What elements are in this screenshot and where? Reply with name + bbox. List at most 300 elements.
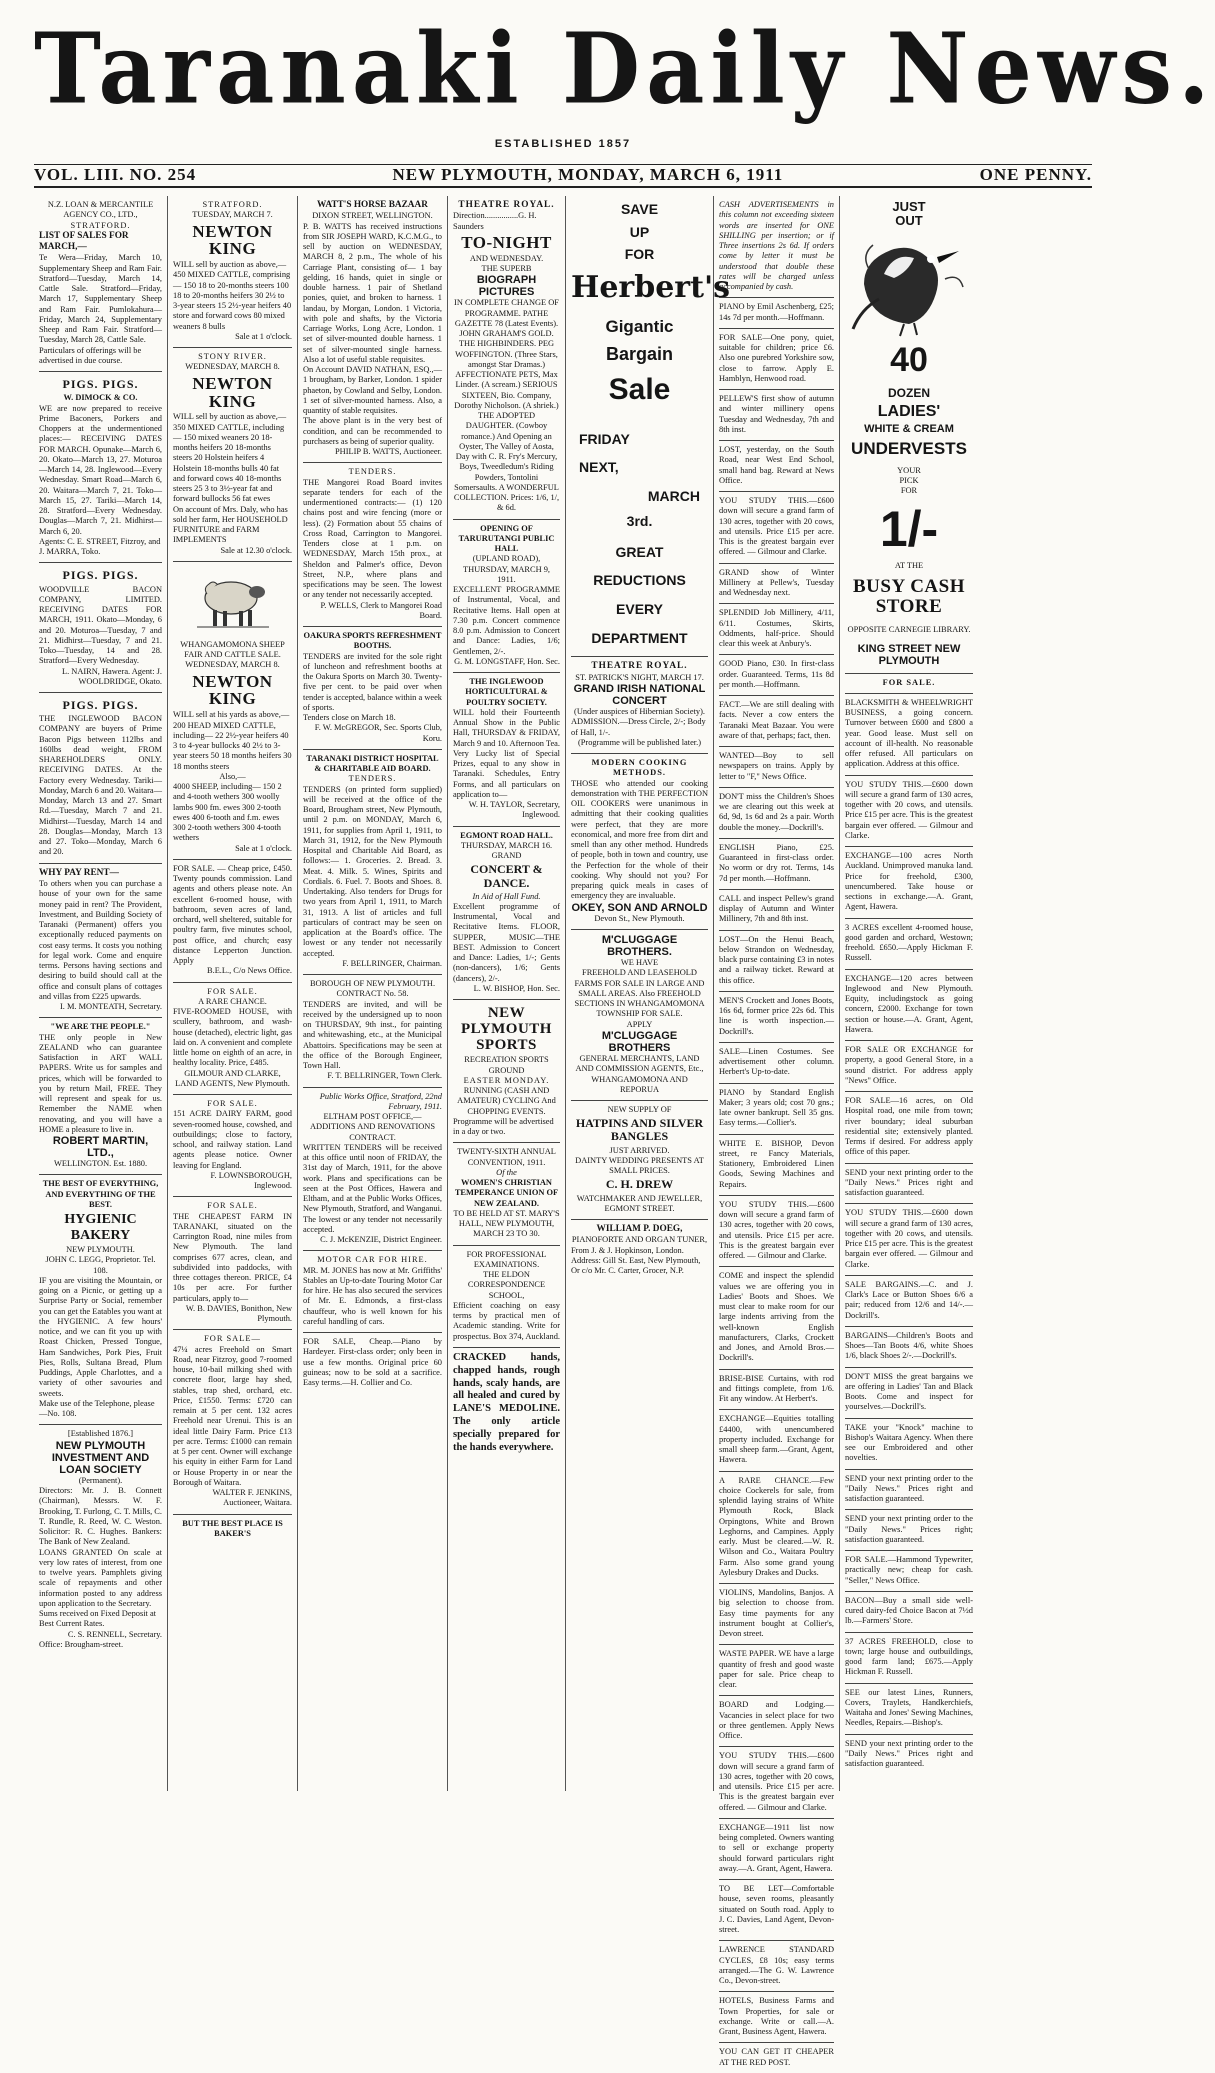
- ad-date: ST. PATRICK'S NIGHT, MARCH 17.: [575, 672, 704, 682]
- ad-note: The above plant is in the very best of condition, and can be recommended to purchasers as being of superior quality.: [303, 416, 442, 446]
- ad-body: DAINTY WEDDING PRESENTS AT SMALL PRICES.: [575, 1155, 704, 1176]
- ad-bakers: [173, 1515, 292, 1545]
- ad-body: THE CHEAPEST FARM IN TARANAKI, situated on the Carrington Road, nine miles from New Plymouth. The land comprises 677 acres, clean, and subdivided into paddocks, with three cottages thereon. PRICE, £4 10s per acre. For further particulars, apply to—: [173, 1211, 292, 1303]
- ad-fixed-deposit: Sums received on Fixed Deposit at Best Current Rates.: [39, 1609, 156, 1629]
- classified-ad: BRISE-BISE Curtains, with rod and fittings complete, from 1/6. Fit any window. At Herbert's.: [719, 1370, 834, 1411]
- ad-body: FIVE-ROOMED HOUSE, with scullery, bathroom, and wash-house (detached), electric light, gas laid on. A convenient and complete little home on eighth of an acre, in healthy locality. Price, £485.: [173, 1007, 292, 1068]
- ad-proprietor: JOHN C. LEGG, Proprietor. Tel. 108.: [45, 1255, 156, 1275]
- ad-signature: P. WELLS, Clerk to Mangorei Road Board.: [320, 600, 442, 620]
- ad-grand: GRAND: [491, 851, 522, 861]
- ad-title: "WE ARE THE PEOPLE.": [50, 1022, 151, 1032]
- classified-ad: EXCHANGE—120 acres between Inglewood and New Plymouth. Equity, includingstock as going concern, £2000. Exchange for town section or house.—A. Grant, Agent, Hawera.: [845, 970, 973, 1042]
- ad-heading: CASH ADVERTISEMENTS in this column not exceeding sixteen words are inserted for ONE SHILLING per insertion; or if Three insertions 2s 6d. If orders come by letter it must be understood that double these rates will be charged unless accompanied by cash.: [719, 200, 834, 291]
- ad-headline: TO-NIGHT: [461, 232, 552, 252]
- ad-title: ELTHAM POST OFFICE,—ADDITIONS AND RENOVATIONS CONTRACT.: [309, 1112, 435, 1142]
- ad-heading: Public Works Office, Stratford, 22nd February, 1911.: [319, 1091, 442, 1111]
- ad-signature: I. M. MONTEATH, Secretary.: [59, 1002, 162, 1012]
- ad-signature: L. NAIRN, Hawera. Agent: J. WOOLDRIDGE, Okato.: [61, 666, 162, 686]
- classified-ad: A RARE CHANCE.—Few choice Cockerels for sale, from splendid laying strains of White Plymouth Rock, Black Orpingtons, White and Brown Leghorns, and Campines. Apply early. Must be cleared.—W. R. Wilson and Co., Waitara Poultry Farm. Also some grand young Aylesbury Drakes and Ducks.: [719, 1472, 834, 1585]
- ad-body: FREEHOLD AND LEASEHOLD FARMS FOR SALE IN LARGE AND SMALL AREAS. Also FREEHOLD SECTIONS IN WHANGAMOMONA TOWNSHIP FOR SALE.: [574, 968, 705, 1019]
- third-word: 3rd.: [626, 512, 653, 529]
- ad-hatpins-drew: [571, 1101, 708, 1220]
- ad-firm: C. H. DREW: [605, 1177, 674, 1192]
- ad-new-plymouth-sports: [453, 1000, 560, 1143]
- ad-signature: F. T. BELLRINGER, Town Clerk.: [327, 1071, 442, 1081]
- classified-ad: SEND your next printing order to the "Daily News." Prices right and satisfaction guaranteed.: [845, 1470, 973, 1511]
- every-word: EVERY: [616, 600, 663, 617]
- ad-body: BUT THE BEST PLACE IS BAKER'S: [182, 1518, 283, 1538]
- ad-body: P. B. WATTS has received instructions from SIR JOSEPH WARD, K.C.M.G., to sell by auction on WEDNESDAY, MARCH 8, 2 p.m., The whole of his Carriage Plant, consisting of— 1 bay gelding, 16 hands, quiet in single or double harness. 1 pair of Shetland ponies, quiet, and broken to harness. 1 landau, by Morgan, London. 1 Victoria, with pole and shafts, by the Victoria Carriage Works, Long Acre, London. 1 set of silver-mounted double harness. 1 set of silver-mounted single harness. Also a lot of useful stable requisites.: [303, 221, 442, 364]
- ad-title: TARANAKI DISTRICT HOSPITAL & CHARITABLE AID BOARD.: [306, 753, 439, 774]
- newspaper-page: [34, 11, 1215, 2067]
- volume-number: VOL. LIII. NO. 254: [34, 165, 197, 185]
- ad-cheapest-farm: [173, 1197, 292, 1330]
- classified-ad: SEND your next printing order to the "Daily News." Prices right and satisfaction guaranteed.: [845, 1164, 973, 1205]
- ad-doeg-tuner: [571, 1220, 708, 1281]
- ad-borough-contract: [303, 975, 442, 1088]
- ad-auspices: (Under auspices of Hibernian Society).: [574, 707, 705, 717]
- ad-title: WILLIAM P. DOEG,: [596, 1224, 683, 1235]
- column-4: [448, 196, 566, 1791]
- ad-body: ADMISSION.—Dress Circle, 2/-; Body of Hall, 1/-.: [571, 717, 706, 737]
- ad-place: WELLINGTON. Est. 1880.: [53, 1159, 148, 1169]
- ad-pigs-dimock: [39, 372, 162, 563]
- ad-signature: B.E.L., C/o News Office.: [207, 966, 292, 976]
- ad-body: THE only people in New ZEALAND who can guarantee Satisfaction in ART WALL PAPERS. Write us for samples and prices, which will be forwarded to you by return Mail, FREE. They will represent and speak for us. Remember the NAME when renovating, and you will have a HOME a pleasure to live in.: [39, 1032, 162, 1134]
- ad-firm: GILMOUR AND CLARKE, LAND AGENTS, New Plymouth.: [175, 1068, 290, 1088]
- classified-ad: SALE BARGAINS.—C. and J. Clark's Lace or Button Shoes 6/6 a pair; reduced from 12/6 and 14/-.—Dockrill's.: [845, 1276, 973, 1327]
- classified-ad: GOOD Piano, £30. In first-class order. Guaranteed. Terms, 11s 8d per month.—Hoffmann.: [719, 655, 834, 696]
- ad-signature: G. M. LONGSTAFF, Hon. Sec.: [454, 656, 560, 666]
- ad-signature: F. W. McGREGOR, Sec. Sports Club, Koru.: [314, 723, 442, 743]
- for-sale-section: [845, 674, 973, 694]
- ad-hospital-board: [303, 750, 442, 975]
- classified-ad: BLACKSMITH & WHEELWRIGHT BUSINESS, a going concern. Turnover between £600 and £800 a year. Good lease. Must sell on account of ill-health. No reasonable offer refused. All particulars on application. Address at this office.: [845, 694, 973, 776]
- classified-ad: DON'T miss the Children's Shoes we are clearing out this week at 6d, 9d, 1s 6d and 2s a pair. Worth double the money.—Dockrill's.: [719, 788, 834, 839]
- ad-oakura-sports: [303, 627, 442, 750]
- ad-signature: W. B. DAVIES, Bonithon, New Plymouth.: [185, 1303, 292, 1324]
- ad-lead: THE BEST OF EVERYTHING, AND EVERYTHING OF THE BEST.: [42, 1179, 159, 1209]
- ad-headline: GRAND IRISH NATIONAL CONCERT: [573, 682, 706, 707]
- department-word: DEPARTMENT: [591, 629, 688, 646]
- store-name: BUSY CASH STORE: [852, 576, 965, 618]
- ad-subtitle: TENDERS.: [348, 774, 397, 784]
- ad-title: THEATRE ROYAL.: [458, 200, 555, 210]
- ad-title: FOR SALE—: [204, 1334, 261, 1344]
- ad-signature: PHILIP B. WATTS, Auctioneer.: [334, 447, 442, 457]
- ad-cracked-hands: [453, 1348, 560, 1459]
- ad-days: AND WEDNESDAY.: [469, 253, 544, 263]
- ad-subtitle: (Permanent).: [78, 1475, 123, 1485]
- classified-ad: BARGAINS—Children's Boots and Shoes—Tan Boots 4/6, white Shoes 1/6, black Shoes 2/-.—Dockrill's.: [845, 1327, 973, 1368]
- classified-ad: 3 ACRES excellent 4-roomed house, good garden and orchard, Westown; freehold. £650.—Apply Hickman F. Russell.: [845, 919, 973, 970]
- section-title: FOR SALE.: [882, 677, 936, 687]
- bargain-word: Bargain: [605, 344, 674, 365]
- ad-title: FOR SALE.: [207, 1201, 258, 1211]
- ad-subtitle: A RARE CHANCE.: [198, 996, 267, 1006]
- ad-mcluggage-brothers: [571, 930, 708, 1101]
- bird-illustration: [845, 229, 973, 339]
- ad-place: NEW PLYMOUTH.: [66, 1245, 135, 1255]
- column-5: [566, 196, 731, 1791]
- ad-body: MR. M. JONES has now at Mr. Griffiths' Stables an Up-to-date Touring Motor Car for hire. He has also secured the services of Mr. E. Edmonds, a first-class chauffeur, who is well known for his careful handling of cars.: [303, 1265, 442, 1326]
- save-word: SAVE: [620, 201, 659, 217]
- ad-biograph: BIOGRAPH PICTURES: [476, 274, 537, 299]
- ad-title: HYGIENIC BAKERY: [64, 1212, 137, 1243]
- ad-body: TENDERS are invited, and will be received by the undersigned up to noon on THURSDAY, 9th inst., for painting and whitewashing, etc., at the Municipal Abattoirs. Specifications may be seen at the office of the Borough Engineer, Town Hall.: [303, 999, 442, 1071]
- ad-signature: W. H. TAYLOR, Secretary, Inglewood.: [468, 800, 560, 820]
- classified-ad: TO BE LET—Comfortable house, seven rooms, pleasantly situated on South road. Apply to J. C. Davies, Land Agent, Devon-street.: [719, 1880, 834, 1941]
- cash-ads-notice: [719, 196, 834, 298]
- ad-title: MODERN COOKING METHODS.: [591, 758, 688, 778]
- ad-body: TO BE HELD AT ST. MARY'S HALL, NEW PLYMOUTH, MARCH 23 TO 30.: [453, 1208, 560, 1239]
- ad-body: TENDERS are invited for the sole right of luncheon and refreshment booths at the Oakura Sports on March 30. Twenty-five per cent. to be paid over when tender is accepted, balance within a week of sports.: [303, 651, 442, 712]
- ad-newton-king-stony-river: [173, 348, 292, 562]
- ad-theatre-royal: [453, 196, 560, 520]
- ad-body: To others when you can purchase a house of your own for the same money paid in rent? The Provident, Investment, and Building Society of Taranaki (Permanent) offers you exceptionally reduced payments on cost easy terms. It costs you nothing for legal work. Come and enquire terms. Persons having sections and desiring to build should call at the office and consult plans of cottages and villas from £225 upwards.: [39, 879, 162, 1001]
- ad-date: TUESDAY, MARCH 7.: [192, 210, 273, 220]
- classified-ad: EXCHANGE—Equities totalling £4400, with unencumbered property included. Exchange for small sheep farm.—Grant, Agent, Hawera.: [719, 1410, 834, 1471]
- ad-signature: L. W. BISHOP, Hon. Sec.: [473, 983, 560, 993]
- classified-ad: SEE our latest Lines, Runners, Covers, Traylets, Handkerchiefs, Waitaha and Jones' Sewing Machines, Needles, Repairs.—Bishop's.: [845, 1684, 973, 1735]
- ad-hygienic-bakery: [39, 1175, 162, 1425]
- ad-investment-loan: [39, 1425, 162, 1655]
- store-address: KING STREET NEW PLYMOUTH: [857, 643, 961, 668]
- for-word: FOR: [624, 246, 655, 263]
- ad-body: Te Wera—Friday, March 10, Supplementary Sheep and Ram Fair. Stratford—Tuesday, March 14, Cattle Sale. Stratford—Friday, March 17, Supplementary Sheep and Ram Fair. Pumlokahura—Friday, March 24, Supplementary Sheep and Ram Fair. Stratford—Tuesday, March 28, Cattle Sale.: [39, 253, 162, 345]
- at-the: AT THE: [894, 561, 924, 570]
- ad-motor-car: [303, 1251, 442, 1333]
- ad-note: Programme will be advertised in a day or two.: [453, 1116, 554, 1137]
- ad-tarurutangi-hall: [453, 520, 560, 674]
- ad-body: Efficient coaching on easy terms by practical men of Academic standing. Write for prospectus. Box 374, Auckland.: [453, 1300, 561, 1341]
- classified-ad: FOR SALE—16 acres, on Old Hospital road, one mile from town; river boundary; ideal suburban residential site; extensively planted. Terms if desired. For address apply office of this paper.: [845, 1092, 973, 1164]
- classified-ad: SEND your next printing order to the "Daily News." Prices right and satisfaction guaranteed.: [845, 1738, 973, 1769]
- ad-title: M'CLUGGAGE BROTHERS.: [601, 933, 678, 958]
- ad-body: THOSE who attended our cooking demonstration with THE PERFECTION OIL COOKERS were unanimous in admitting that their cooking qualities were perfect, that they are more economical, and more free from dirt and smell than any other method. Hundreds of people, both in town and country, use the Perfection for the whole of their cooking. Why should not you? For preparing quick meals in cases of emergency they are invaluable.: [571, 778, 708, 901]
- classified-ad: FOR SALE—One pony, quiet, suitable for children; price £6. Also one purebred Yorkshire sow, close to farrow. Apply E. Hamblyn, Henwood road.: [719, 329, 834, 390]
- forty-number: 40: [890, 341, 928, 380]
- classified-ad: FOR SALE OR EXCHANGE for property, a good General Store, in a sound district. For address apply "News" Office.: [845, 1041, 973, 1092]
- ad-lead: NEW SUPPLY OF: [607, 1105, 672, 1115]
- ad-time: Sale at 12.30 o'clock.: [220, 545, 292, 555]
- classified-ad: EXCHANGE—100 acres North Auckland. Unimproved manuka land. Price for freehold, £300, unencumbered. Take house or sections in exchange.—A. Grant, Agent, Hawera.: [845, 847, 973, 919]
- ad-why-pay-rent: [39, 864, 162, 1019]
- classified-ad: SEND your next printing order to the "Daily News." Prices right; satisfaction guaranteed.: [845, 1510, 973, 1551]
- ad-time: Sale at 1 o'clock.: [235, 331, 292, 341]
- ad-subtitle: PIANOFORTE AND ORGAN TUNER,: [571, 1235, 708, 1245]
- ad-body: Excellent programme of Instrumental, Vocal and Recitative Items. FLOOR, SUPPER, MUSIC—THE BEST. Admission to Concert and Dance: Ladies, 1/-; Gents (non-dancers), 1/6; Gents (dancers), 2/-.: [453, 901, 560, 983]
- ad-note: Make use of the Telephone, please—No. 108.: [39, 1398, 155, 1419]
- ad-firm: NEWTON KING: [192, 221, 273, 259]
- classified-ad: PELLEW'S first show of autumn and winter millinery opens Tuesday and Wednesday, 7th and 8th inst.: [719, 390, 834, 441]
- ad-firm: OKEY, SON AND ARNOLD: [571, 901, 708, 914]
- ad-body-nathan: On Account DAVID NATHAN, ESQ.,— 1 brougham, by Barker, London. 1 spider phaeton, by Cowland and Selby, London. 1 set of silver-mounted harness. Also, a quantity of stable requisites.: [303, 365, 442, 416]
- ad-place: WHANGAMOMONA SHEEP FAIR AND CATTLE SALE.: [180, 639, 285, 660]
- ad-dairy-farm: [173, 1095, 292, 1197]
- ad-body-sheep: 4000 SHEEP, including— 150 2 and 4-tooth wethers 300 woolly lambs 900 fm. ewes 300 2-tooth ewes 400 6-tooth and f.m. ewes 300 2-tooth wethers 300 4-tooth wethers: [173, 782, 282, 843]
- classified-ad: WASTE PAPER. WE have a large quantity of fresh and good waste paper for sale. Price cheap to clear.: [719, 1645, 834, 1696]
- ad-title: MOTOR CAR FOR HIRE.: [317, 1255, 428, 1265]
- ad-subtitle: (UPLAND ROAD),: [472, 554, 541, 564]
- ad-wctu-convention: [453, 1143, 560, 1245]
- ad-title: WHY PAY RENT—: [39, 867, 119, 878]
- classified-ad: EXCHANGE—1911 list now being completed. Owners wanting to sell or exchange property should forward particulars right away.—A. Grant, Agent, Hawera.: [719, 1819, 834, 1880]
- ad-date: WEDNESDAY, MARCH 8.: [185, 660, 280, 670]
- ad-pigs-woodville: [39, 563, 162, 693]
- classified-ad: FOR SALE.—Hammond Typewriter, practically new; cheap for cash. "Seller," News Office.: [845, 1551, 973, 1592]
- ad-body: WOODVILLE BACON COMPANY, LIMITED. RECEIVING DATES FOR MARCH, 1911. Okato—Monday, 6 and 20. Moturoa—Tuesday, 7 and 21. Midhirst—Tuesday, 7 and 21. Toko—Tuesday, 14 and 28. Stratford—Every Wednesday.: [39, 584, 162, 666]
- ad-body: THE Mangorei Road Board invites separate tenders for each of the undermentioned contracts:— (1) 120 chains post and wire fencing (more or less). (2) Formation about 55 chains of Cross Road, Carrington to Mangorei. Tenders close at 1 p.m. on WEDNESDAY, March 15th prox., at Sheldon and Palmer's office, Devon Street, N.P., where plans and specifications may be seen. The lowest or any tender not necessarily accepted.: [303, 477, 442, 600]
- classified-ad: YOU STUDY THIS.—£600 down will secure a grand farm of 130 acres, together with 20 cows, and utensils. Price £15 per acre. This is the greatest bargain ever offered. — Gilmour and Clarke.: [845, 776, 973, 848]
- your-word: YOUR: [897, 465, 921, 475]
- ad-freehold-smart-road: [173, 1330, 292, 1514]
- ad-union: WOMEN'S CHRISTIAN TEMPERANCE UNION OF NEW ZEALAND.: [454, 1178, 559, 1208]
- ad-title: TENDERS.: [348, 467, 397, 477]
- out-word: OUT: [895, 212, 923, 228]
- ad-date: WEDNESDAY, MARCH 8.: [185, 362, 280, 372]
- ad-horticultural-society: [453, 673, 560, 827]
- classified-ad: BACON—Buy a small side well-cured dairy-fed Choice Bacon at 7½d lb.—Farmers' Store.: [845, 1592, 973, 1633]
- classified-ad: YOU STUDY THIS.—£600 down will secure a grand farm of 130 acres, together with 20 cows, and utensils. Price £15 per acre. This is the greatest bargain ever offered. — Gilmour and Clarke.: [719, 1196, 834, 1268]
- masthead: [34, 11, 1215, 166]
- ad-rare-chance: [173, 983, 292, 1096]
- classified-ad: YOU STUDY THIS.—£600 down will secure a grand farm of 130 acres, together with 20 cows, and utensils. Price £15 per acre. This is the greatest bargain ever offered. — Gilmour and Clarke.: [719, 492, 834, 564]
- ad-eltham-post-office: [303, 1088, 442, 1252]
- ad-title: PIGS. PIGS.: [62, 377, 139, 392]
- one-shilling-price: 1/-: [879, 500, 939, 557]
- march-word: MARCH: [647, 488, 700, 505]
- place-and-date: NEW PLYMOUTH, MONDAY, MARCH 6, 1911: [392, 165, 784, 185]
- ad-subtitle: CONTRACT No. 58.: [336, 989, 409, 999]
- ad-apply: APPLY: [626, 1019, 653, 1029]
- ad-body: From J. & J. Hopkinson, London. Address: Gill St. East, New Plymouth, Or c/o Mr. C. Carter, Grocer, N.P.: [571, 1245, 701, 1276]
- classified-ad: YOU STUDY THIS.—£600 down will secure a grand farm of 130 acres, together with 20 cows, and utensils. Price £15 per acre. This is the greatest bargain ever offered. — Gilmour and Clarke.: [719, 1747, 834, 1819]
- ad-body: FOR SALE, Cheap.—Piano by Hardeyer. First-class order; only been in use a few months. Original price 60 guineas; now to be sold at a sacrifice. Easy terms.—H. Collier and Co.: [303, 1337, 442, 1388]
- sale-word: Sale: [608, 373, 671, 407]
- gigantic-word: Gigantic: [605, 316, 674, 336]
- classified-ad: COME and inspect the splendid values we are offering you in Ladies' Boots and Shoes. We must clear to make room for our large indents arriving from the well-known English manufacturers, Clarks, Crockett and Jones, and Arnold Bros.—Dockrill's.: [719, 1267, 834, 1369]
- ad-signature: C. S. RENNELL, Secretary.: [67, 1629, 162, 1639]
- column-1: [34, 196, 168, 1791]
- ad-firm: W. DIMOCK & CO.: [63, 393, 138, 403]
- for-sale-list: [845, 694, 973, 1775]
- ad-body: THE INGLEWOOD BACON COMPANY are buyers of Prime Bacon Pigs between 112lbs and 160lbs dead weight, FROM SHAREHOLDERS ONLY. RECEIVING DATES. At the Factory every Wednesday. Tariki—Monday, March 6 and 20. Waitara—Monday, March 13 and 27. Smart Rd.—Tuesday, March 7 and 21. Midhirst—Tuesday, March 14 and 28. Douglas—Monday, March 13 and 27. Toko—Monday, March 6 and 20.: [39, 714, 162, 857]
- ad-body: FOR SALE. — Cheap price, £450. Twenty pounds commission. Land agents and others please note. An excellent 6-roomed house, with bathroom, seven acres of land, orchard, well sheltered, suitable for poultry farm, five minutes school, post office, and church; easy distance Lepperton Junction. Apply: [173, 863, 292, 966]
- column-6: [714, 196, 840, 2067]
- classified-ad: MEN'S Crockett and Jones Boots, 16s 6d, former price 22s 6d. This line is worth inspection.—Dockrill's.: [719, 992, 834, 1043]
- ad-body: 47¼ acres Freehold on Smart Road, near Fitzroy, good 7-roomed house, 10-bail milking shed with concrete floor, large hay shed, stables, trap shed, orchard, etc. Price, £1550. Terms: £720 can remain at 5 per cent. 132 acres Freehold near Urenui. This is an ideal little Dairy Farm. Price £13 per acre. Terms: £1000 can remain at 5 per cent. Owner will exchange his equity in either Farm for Land or House Property in or near the Borough of Waitara.: [173, 1344, 292, 1487]
- classified-ad: CALL and inspect Pellew's grand display of Autumn and Winter Millinery, 7th and 8th inst.: [719, 890, 834, 931]
- ad-robert-martin: [39, 1018, 162, 1175]
- ad-title: PIGS. PIGS.: [62, 568, 139, 583]
- column-7: [840, 196, 978, 1791]
- ad-subtitle: THE ELDON CORRESPONDENCE SCHOOL,: [467, 1270, 546, 1300]
- ad-place: STRATFORD.: [70, 220, 131, 230]
- ad-body: WRITTEN TENDERS will be received at this office until noon of FRIDAY, the 31st day of March, 1911, for the above work. Plans and specifications can be seen at the Post Offices, Hawera and Eltham, and at the Public Works Offices, New Plymouth, Stratford, and Wanganui. The lowest or any tender not necessarily accepted.: [303, 1142, 442, 1234]
- classified-ad: LOST, yesterday, on the South Road, near West End School, small hand bag. Reward at News Office.: [719, 441, 834, 492]
- ad-note: Particulars of offerings will be advertised in due course.: [39, 345, 142, 365]
- ad-close-date: Tenders close on March 18.: [303, 713, 396, 723]
- ad-body: RUNNING (CASH AND AMATEUR) CYCLING And CHOPPING EVENTS.: [457, 1086, 556, 1116]
- classified-ad: 37 ACRES FREEHOLD, close to town; large house and outbuildings, good farm land; £675.—Apply Hickman F. Russell.: [845, 1633, 973, 1684]
- ad-title: TWENTY-SIXTH ANNUAL CONVENTION, 1911.: [457, 1147, 556, 1167]
- ad-piano-hardeyer: [303, 1333, 442, 1393]
- ad-direction: Direction................G. H. Saunders: [453, 211, 537, 231]
- ad-title: OPENING OF TARURUTANGI PUBLIC HALL: [458, 523, 555, 554]
- ad-agents: Agents: C. E. STREET, Fitzroy, and J. MARRA, Toko.: [39, 536, 161, 557]
- ad-mangorei-tenders: [303, 463, 442, 627]
- ad-headline: CONCERT & DANCE.: [470, 862, 543, 890]
- columns: [34, 196, 1092, 2067]
- ad-signature: WALTER F. JENKINS, Auctioneer, Waitara.: [212, 1488, 292, 1508]
- ad-superb: THE SUPERB: [481, 263, 532, 273]
- classified-ad: YOU CAN GET IT CHEAPER AT THE RED POST.: [719, 2047, 834, 2067]
- ad-firm-subtitle: GENERAL MERCHANTS, LAND AND COMMISSION AGENTS, Etc., WHANGAMOMONA AND REPORUA: [575, 1054, 704, 1094]
- ad-title: THE INGLEWOOD HORTICULTURAL & POULTRY SOCIETY.: [465, 677, 548, 707]
- classified-ad: WHITE E. BISHOP, Devon street, re Fancy Materials, Stationery, Embroidered Linen Goods, Sewing Machines and Repairs.: [719, 1135, 834, 1196]
- ad-place: STRATFORD.: [202, 200, 263, 209]
- classified-ad: VIOLINS, Mandolins, Banjos. A big selection to choose from. Easy time payments for any instrument bought at Collier's, Devon street.: [719, 1584, 834, 1645]
- classified-ad: GRAND show of Winter Millinery at Pellew's, Tuesday and Wednesday next.: [719, 564, 834, 605]
- ad-title: NEW PLYMOUTH SPORTS: [461, 1005, 552, 1053]
- ad-title: OAKURA SPORTS REFRESHMENT BOOTHS.: [303, 631, 442, 651]
- dozen-word: DOZEN: [888, 385, 930, 400]
- price: ONE PENNY.: [979, 165, 1092, 185]
- classified-ad: SPLENDID Job Millinery, 4/11, 6/11. Costumes, Skirts, Oddments, half-price. Should clear this week at Anbury's.: [719, 604, 834, 655]
- ad-firm: NEWTON KING: [192, 373, 273, 411]
- for-word: FOR: [900, 486, 918, 496]
- ad-body: TENDERS (on printed form supplied) will be received at the office of the Board, Brougham street, New Plymouth, until 2 p.m. on MONDAY, March 6, 1911, for supplies from April 1, 1911, to March 31, 1912, for the New Plymouth Hospital and Charitable Aid Board, as follows:— 1. Groceries. 2. Bread. 3. Meat. 4. Milk. 5. Wines, Spirits and Cordials. 6. Fuel. 7. Boots and Shoes. 8. Undertaking. Also tenders for Drugs for two years from April 1, 1911, to March 31, 1913. A list of articles and full particulars of contract may be seen on application at the Board's office. The lowest or any tender not necessarily accepted.: [303, 784, 442, 958]
- classified-ad: LAWRENCE STANDARD CYCLES, £8 10s; easy terms arranged.—The G. W. Lawrence Co., Devon-street.: [719, 1941, 834, 1992]
- classified-ad: DON'T MISS the great bargains we are offering in Ladies' Tan and Black Boots. Come and inspect for yourselves.—Dockrill's.: [845, 1368, 973, 1419]
- ad-date: EASTER MONDAY.: [463, 1075, 550, 1085]
- ad-body: WILL hold their Fourteenth Annual Show in the Public Hall, THURSDAY & FRIDAY, March 9 and 10. Afternoon Tea. Very Lucky list of Special Prizes, equal to any show in Taranaki. Schedules, Entry Forms, and all particulars on application to—: [453, 707, 560, 799]
- ad-aid: In Aid of Hall Fund.: [472, 891, 541, 901]
- pick-word: PICK: [899, 476, 919, 485]
- ad-body: WILL sell at his yards as above,— 200 HEAD MIXED CATTLE, including— 22 2½-year heifers 40 3 to 4-year bullocks 40 2½ to 3-year steers 50 18 months heifers 30 18 months steers: [173, 710, 292, 771]
- column-3: [298, 196, 448, 1791]
- ad-watts-horse-bazaar: [303, 196, 442, 463]
- classified-ad: SALE—Linen Costumes. See advertisement other column. Herbert's Up-to-date.: [719, 1043, 834, 1084]
- ad-body: Directors: Mr. J. B. Connett (Chairman), Messrs. W. F. Brooking, T. Furlong, C. T. Mills, C. T. Rundle, R. Reed, W. C. Weston. Solicitor: R. C. Hughes. Bankers: The Bank of New Zealand.: [39, 1486, 162, 1547]
- ad-of: Of the: [496, 1167, 517, 1177]
- ad-office: Office: Brougham-street.: [39, 1639, 124, 1649]
- next-word: NEXT,: [579, 459, 619, 476]
- cash-ads-list: [719, 298, 834, 2073]
- ad-newton-king-stratford: [173, 196, 292, 348]
- store-location: OPPOSITE CARNEGIE LIBRARY.: [847, 625, 971, 635]
- ad-title: BOROUGH OF NEW PLYMOUTH.: [309, 979, 436, 989]
- ad-address: DIXON STREET, WELLINGTON.: [312, 211, 433, 221]
- ad-place: STONY RIVER.: [198, 352, 267, 362]
- ad-newton-king-whangamomona: [173, 636, 292, 860]
- ad-st-patricks-concert: [571, 657, 708, 754]
- ad-body: CRACKED hands, chapped hands, rough hands, scaly hands, are all healed and cured by LANE'S MEDOLINE. The only article specially prepared for the hands everywhere.: [453, 1351, 560, 1453]
- ad-title: FOR SALE.: [207, 1099, 258, 1109]
- ad-eldon-school: [453, 1246, 560, 1348]
- ad-subtitle: RECREATION SPORTS GROUND: [464, 1055, 549, 1075]
- ad-date: THURSDAY, MARCH 16.: [460, 840, 553, 850]
- dateline-bar: [34, 164, 1092, 188]
- ad-for-sale-cheap: [173, 860, 292, 983]
- ad-time: Sale at 1 o'clock.: [235, 843, 292, 853]
- just-word: JUST: [892, 199, 926, 214]
- classified-ad: BOARD and Lodging.—Vacancies in select place for two or three gentlemen. Apply News Office.: [719, 1696, 834, 1747]
- ad-firm: NEWTON KING: [192, 671, 273, 709]
- ad-herberts-sale: [571, 196, 731, 657]
- ad-title: LIST OF SALES FOR MARCH,—: [39, 230, 129, 253]
- reductions-word: REDUCTIONS: [593, 572, 686, 589]
- classified-ad: HOTELS, Business Farms and Town Properties, for sale or exchange. Write or call.—A. Grant, Business Agent, Hawera.: [719, 1992, 834, 2043]
- ad-established: [Established 1876.]: [67, 1429, 134, 1439]
- undervests-word: UNDERVESTS: [851, 438, 967, 458]
- ad-note: (Programme will be published later.): [577, 737, 702, 747]
- ad-title: WATT'S HORSE BAZAAR: [317, 200, 428, 210]
- great-word: GREAT: [615, 543, 664, 560]
- ad-signature: F. LOWNSBOROUGH, Inglewood.: [210, 1170, 292, 1191]
- classified-ad: ENGLISH Piano, £25. Guaranteed in first-class order. No worm or dry rot. Terms, 14s 7d per month.—Hoffmann.: [719, 839, 834, 890]
- ad-body: IF you are visiting the Mountain, or going on a Picnic, or getting up a Surprise Party or Social, remember you can get the Eatables you want at the HYGIENIC. A few hours' notice, and we can fit you up with Roast Chicken, Pressed Tongue, Ham Sandwiches, Pork Pies, Fruit Pies, Rolls, Sultana Bread, Plum Puddings, Apple Charlottes, and a variety of other savouries and sweets.: [39, 1275, 162, 1398]
- ad-pigs-inglewood: [39, 693, 162, 864]
- column-2: [168, 196, 298, 1791]
- classified-ad: PIANO by Standard English Maker; 3 years old; cost 70 gns.; late owner bankrupt. Sell 35 gns. Easy terms.—Collier's.: [719, 1084, 834, 1135]
- friday-word: FRIDAY: [579, 430, 630, 447]
- ad-signature: F. BELLRINGER, Chairman.: [342, 958, 442, 968]
- ad-egmont-road-hall: [453, 827, 560, 1001]
- ad-title: PIGS. PIGS.: [62, 698, 139, 713]
- ad-body: EXCELLENT PROGRAMME of Instrumental, Vocal, and Recitative Items. Hall open at 7.30 p.m. Concert commence 8.0 p.m. Admission to Concert and Dance: Ladies, 1/6; Gentlemen, 2/-.: [453, 585, 560, 656]
- ad-title: FOR PROFESSIONAL EXAMINATIONS.: [466, 1249, 547, 1269]
- ad-firm: ROBERT MARTIN, LTD.,: [52, 1135, 149, 1160]
- ad-title: EGMONT ROAD HALL.: [460, 830, 553, 840]
- classified-ad: WANTED—Boy to sell newspapers on trains. Apply by letter to "F," News Office.: [719, 747, 834, 788]
- ad-modern-cooking: [571, 754, 708, 930]
- ad-body: WE are now prepared to receive Prime Baconers, Porkers and Choppers at the undermentioned places:— RECEIVING DATES FOR MARCH. Opunake—March 6, 20. Okato—March 13, 27. Moturoa—March 14, 28. Inglewood—Every Wednesday. Smart Road—March 6, 20. Waitara—March 7, 21. Toko—March 15, 27. Tariki—March 14, 28. Stratford—Every Wednesday. Douglas—March 7, 21. Midhirst—March 6, 20.: [39, 403, 162, 536]
- ad-title: NEW PLYMOUTH INVESTMENT AND LOAN SOCIETY: [51, 1439, 150, 1476]
- ad-busy-cash-store: [845, 196, 973, 674]
- ad-note: On account of Mrs. Daly, who has sold her farm, Her HOUSEHOLD FURNITURE and FARM IMPLEMENTS: [173, 504, 288, 545]
- ladies-word: LADIES': [877, 402, 941, 420]
- ad-address: Devon St., New Plymouth.: [594, 913, 685, 923]
- ad-body: WILL sell by auction as above,— 350 MIXED CATTLE, including— 150 mixed weaners 20 18-months heifers 20 18-months steers 20 Holstein heifers 4 Holstein 18-months bulls 40 fat and forward cows 40 18-months steers 25 3 to 3½-year fat and forward bullocks 56 fat ewes: [173, 412, 287, 504]
- established-line: ESTABLISHED 1857: [494, 138, 632, 150]
- ad-arrived: JUST ARRIVED.: [609, 1145, 670, 1155]
- ad-body: WILL sell by auction as above,— 450 MIXED CATTLE, comprising— 150 18 to 20-months steers 100 18 to 20-months heifers 30 2½ to 3-year steers 15 2½-year heifers 40 store and forward cows 80 mixed weaners 8 bulls: [173, 260, 292, 331]
- classified-ad: YOU STUDY THIS.—£600 down will secure a grand farm of 130 acres, together with 20 cows, and utensils. Price £15 per acre. This is the greatest bargain ever offered. — Gilmour and Clarke.: [845, 1204, 973, 1276]
- classified-ad: FACT.—We are still dealing with facts. Never a cow enters the Taranaki Meat Bazaar. You were aware of that, perhaps; fact, then.: [719, 696, 834, 747]
- ad-firm-subtitle: WATCHMAKER AND JEWELLER, EGMONT STREET.: [576, 1193, 703, 1213]
- ad-we-have: WE HAVE: [620, 958, 659, 968]
- ad-firm: M'CLUGGAGE BROTHERS: [601, 1029, 678, 1054]
- ad-also: Also,—: [219, 771, 246, 781]
- ad-loan-mercantile: [39, 196, 162, 372]
- ad-title: THEATRE ROYAL.: [591, 661, 688, 672]
- ad-date: THURSDAY, MARCH 9, 1911.: [462, 564, 551, 584]
- ad-heading: N.Z. LOAN & MERCANTILE AGENCY CO., LTD.,: [47, 200, 154, 220]
- newspaper-title: Taranaki Daily News.: [34, 11, 1215, 127]
- ad-loans: LOANS GRANTED On scale at very low rates of interest, from one to twelve years. Pamphlets giving scale of repayments and other information posted to any address upon application to the Secretary.: [39, 1547, 162, 1608]
- ad-title: FOR SALE.: [207, 986, 258, 996]
- ad-headline: HATPINS AND SILVER BANGLES: [575, 1116, 704, 1144]
- ad-body: IN COMPLETE CHANGE OF PROGRAMME. PATHE GAZETTE 78 (Latest Events). JOHN GRAHAM'S GOLD. THE HIGHBINDERS. PEG WOFFINGTON. (Three Stars, amongst Star Dramas.) AFFECTIONATE PETS, Max Linder. (A scream.) SERIOUS SIXTEEN, Bio. Company, Dorothy Nicholson. (A shriek.) THE ADOPTED DAUGHTER. (Cowboy romance.) And Opening an Oyster, The Valley of Aosta, Day with C. R. Fry's Mercury, Boys, Tweedledum's Riding Powders, Tontolini Somersaults. A WONDERFUL COLLECTION. Prices: 1/6, 1/, & 6d.: [453, 298, 560, 513]
- up-word: UP: [629, 223, 650, 240]
- sheep-illustration: [173, 568, 292, 630]
- herberts-name: Herbert's: [571, 270, 731, 306]
- classified-ad: TAKE your "Knock" machine to Bishop's Waitara Agency. When there see our Embroidered and other novelties.: [845, 1419, 973, 1470]
- ad-body: 151 ACRE DAIRY FARM, good seven-roomed house, cowshed, and outbuildings; close to factory, school, and railway station. Land agents please notice. Owner leaving for England.: [173, 1109, 292, 1170]
- classified-ad: LOST—On the Henui Beach, below Strandon on Wednesday, black purse containing £3 in notes and a railway ticket. Reward at this office.: [719, 931, 834, 992]
